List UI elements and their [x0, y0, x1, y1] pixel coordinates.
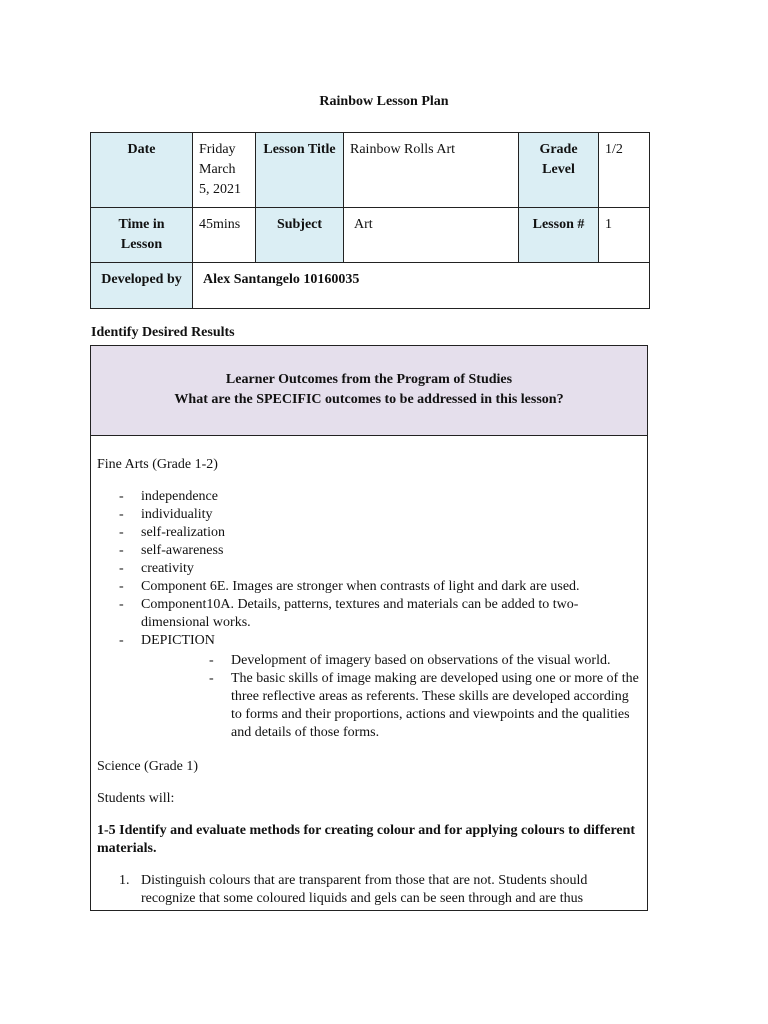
lesson-info-table	[90, 132, 650, 309]
list-item: - independence	[97, 488, 641, 506]
list-item: - The basic skills of image making are developed using one or more of the three reflective areas as referents. These skills are developed according to forms and their proportions, actions and viewpoints and the qualities and details of those forms.	[141, 670, 641, 742]
science-heading: Science (Grade 1)	[97, 759, 199, 774]
info-row-developed-by	[91, 263, 650, 309]
outcomes-header-line-1: Learner Outcomes from the Program of Studies	[225, 372, 513, 387]
subject-label: Subject	[256, 208, 344, 263]
list-item: - Component10A. Details, patterns, textures and materials can be added to two-dimensional works.	[97, 596, 641, 632]
depiction-sublist	[141, 652, 641, 742]
list-item: - individuality	[97, 506, 641, 524]
lesson-title-label: Lesson Title	[256, 133, 344, 208]
grade-level-label: Grade Level	[519, 133, 599, 208]
date-label: Date	[91, 133, 193, 208]
subject-value: Art	[344, 208, 519, 263]
lesson-number-label: Lesson #	[519, 208, 599, 263]
time-label: Time in Lesson	[91, 208, 193, 263]
fine-arts-heading: Fine Arts (Grade 1-2)	[97, 457, 218, 472]
depiction-label: DEPICTION	[141, 633, 215, 648]
list-item	[97, 872, 641, 908]
lesson-title-value: Rainbow Rolls Art	[344, 133, 519, 208]
list-item: - creativity	[97, 560, 641, 578]
fine-arts-list	[97, 488, 641, 742]
science-numbered-list	[97, 872, 641, 908]
document-title: Rainbow Lesson Plan	[319, 94, 449, 109]
outcomes-header-line-2: What are the SPECIFIC outcomes to be addressed in this lesson?	[174, 392, 564, 407]
learner-outcomes-box	[90, 345, 648, 911]
info-row-time	[91, 208, 650, 263]
list-item-depiction	[97, 632, 641, 742]
grade-level-value: 1/2	[599, 133, 650, 208]
learner-outcomes-body	[91, 436, 647, 908]
item-number: 1.	[119, 873, 130, 888]
developed-by-label: Developed by	[91, 263, 193, 309]
lesson-number-value: 1	[599, 208, 650, 263]
info-row-date	[91, 133, 650, 208]
learner-outcomes-header	[91, 346, 647, 436]
list-item: - Development of imagery based on observations of the visual world.	[141, 652, 641, 670]
list-item: - Component 6E. Images are stronger when contrasts of light and dark are used.	[97, 578, 641, 596]
item-text: Distinguish colours that are transparent from those that are not. Students should recognize that some coloured liquids and gels can be seen through and are thus	[141, 873, 588, 906]
developed-by-value: Alex Santangelo 10160035	[193, 263, 650, 309]
section-heading: Identify Desired Results	[91, 325, 235, 340]
date-value: Friday March 5, 2021	[193, 133, 256, 208]
students-will-text: Students will:	[97, 791, 175, 806]
time-value: 45mins	[193, 208, 256, 263]
list-item: - self-realization	[97, 524, 641, 542]
science-outcome: 1-5 Identify and evaluate methods for creating colour and for applying colours to different materials.	[97, 823, 636, 856]
list-item: - self-awareness	[97, 542, 641, 560]
